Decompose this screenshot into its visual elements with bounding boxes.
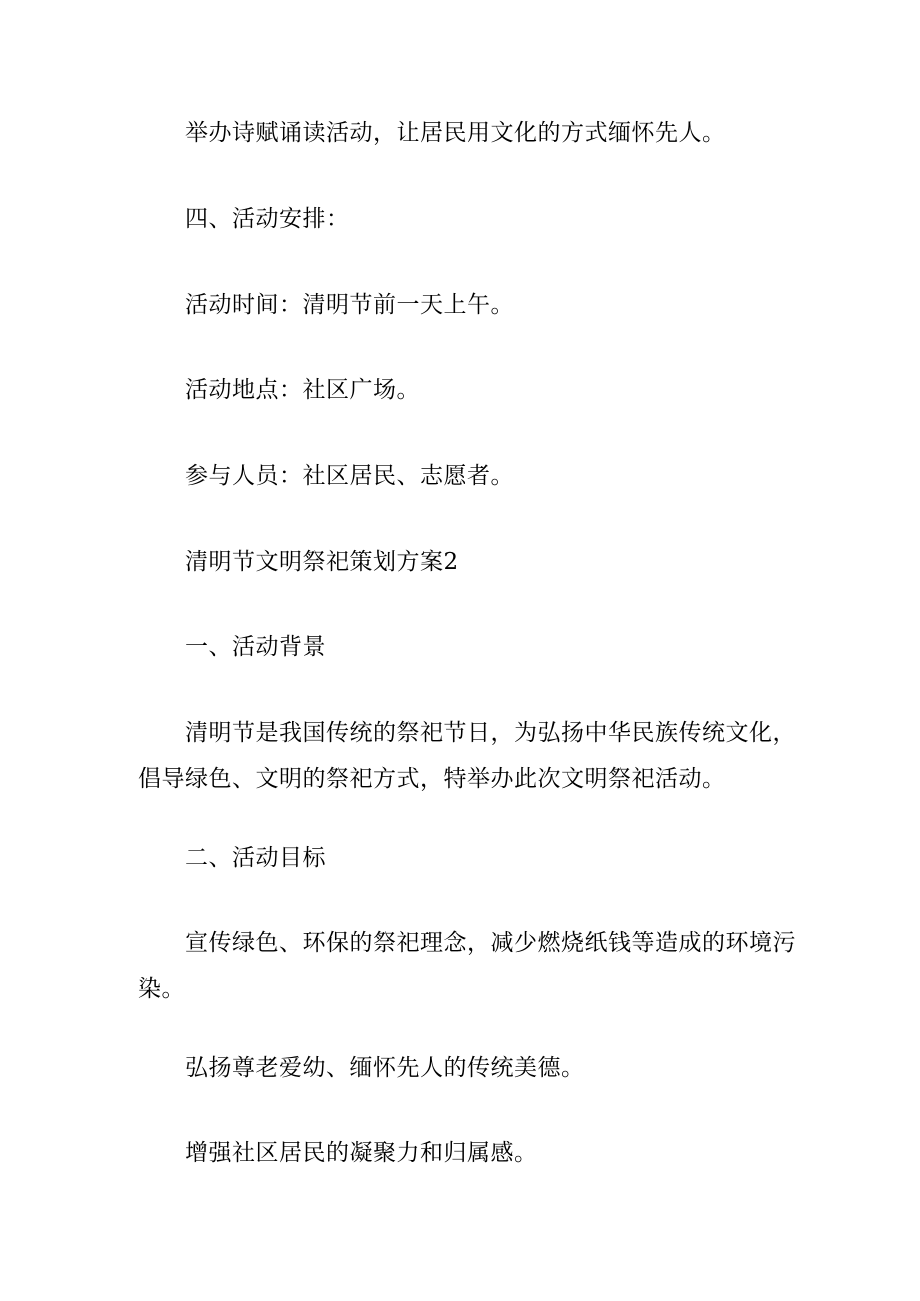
paragraph-poetry-reading: 举办诗赋诵读活动，让居民用文化的方式缅怀先人。: [185, 120, 726, 146]
paragraph-activity-location: 活动地点：社区广场。: [185, 377, 420, 403]
section-heading-background: 一、活动背景: [185, 634, 326, 660]
paragraph-goal-virtue: 弘扬尊老爱幼、缅怀先人的传统美德。: [185, 1055, 585, 1081]
paragraph-participants: 参与人员：社区居民、志愿者。: [185, 463, 514, 489]
paragraph-activity-time: 活动时间：清明节前一天上午。: [185, 292, 514, 318]
section-heading-activity-arrangement: 四、活动安排：: [185, 206, 350, 232]
document-subtitle-plan-2: 清明节文明祭祀策划方案2: [185, 549, 459, 575]
paragraph-goal-cohesion: 增强社区居民的凝聚力和归属感。: [185, 1140, 538, 1166]
section-heading-goals: 二、活动目标: [185, 845, 326, 871]
paragraph-goal-environment: 宣传绿色、环保的祭祀理念，减少燃烧纸钱等造成的环境污染。: [138, 930, 796, 1002]
paragraph-background: 清明节是我国传统的祭祀节日，为弘扬中华民族传统文化，倡导绿色、文明的祭祀方式，特举办此次文明祭祀活动。: [138, 720, 796, 792]
